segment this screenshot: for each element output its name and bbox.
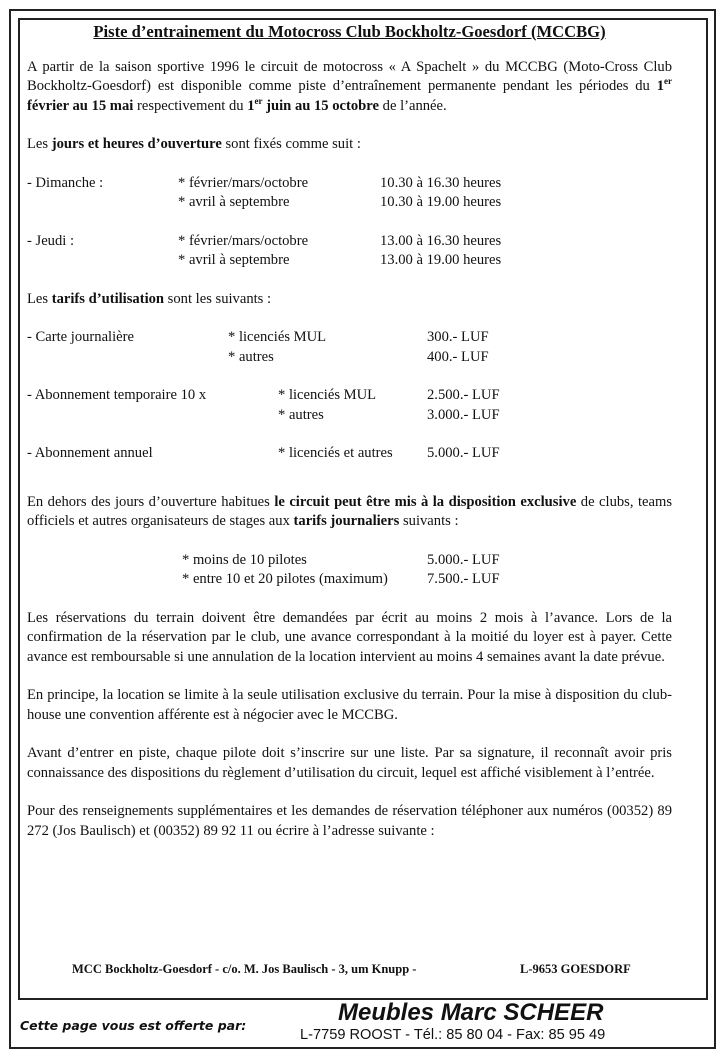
exclusive-paragraph: En dehors des jours d’ouverture habitues le circuit peut être mis à la disposition exclusive de clubs, teams officiels et autres organisateurs de stages aux tarifs journaliers suivants :: [27, 493, 673, 529]
sponsor-name: Meubles Marc SCHEER: [338, 999, 604, 1026]
sponsor-footer: [18, 999, 708, 1043]
tarif-row: * autres 3.000.- LUF: [278, 406, 500, 423]
hours-intro: Les jours et heures d’ouverture sont fixés comme suit :: [27, 136, 361, 152]
reservation-paragraph: Les réservations du terrain doivent être demandées par écrit au moins 2 mois à l’avance. Lors de la confirmation de la réservation par le club, une avance correspondant à la moitié du loyer est à payer. Cette avance est remboursable si une annulation de la location intervient au moins 4 semaines avant la date prévue.: [27, 609, 672, 665]
group-rate-row: * entre 10 et 20 pilotes (maximum) 7.500.- LUF: [182, 571, 500, 587]
sponsor-contact: L-7759 ROOST - Tél.: 85 80 04 - Fax: 85 95 49: [300, 1027, 606, 1043]
group-rates: [27, 551, 672, 590]
tarifs-intro: Les tarifs d’utilisation sont les suivants :: [27, 290, 272, 307]
location-paragraph: En principe, la location se limite à la seule utilisation exclusive du terrain. Pour la mise à disposition du club-house une convention afférente est à négocier avec le MCCBG.: [27, 687, 672, 723]
tarif-row: * autres 400.- LUF: [228, 348, 489, 365]
tarif-row: - Abonnement temporaire 10 x * licenciés MUL 2.500.- LUF: [27, 387, 500, 403]
hours-row: * avril à septembre 10.30 à 19.00 heures: [178, 194, 502, 210]
hours-row: - Dimanche : * février/mars/octobre 10.30 à 16.30 heures: [27, 174, 502, 191]
tarifs-table: [27, 328, 672, 464]
notice-content: [27, 22, 672, 841]
tarif-row: - Abonnement annuel * licenciés et autres 5.000.- LUF: [27, 445, 500, 461]
tarif-row: - Carte journalière * licenciés MUL 300.- LUF: [27, 329, 489, 345]
page-title: Piste d’entrainement du Motocross Club Bockholtz-Goesdorf (MCCBG): [93, 22, 606, 41]
hours-row: * avril à septembre 13.00 à 19.00 heures: [178, 252, 502, 268]
hours-row: - Jeudi : * février/mars/octobre 13.00 à 16.30 heures: [27, 232, 502, 249]
hours-table: [27, 174, 672, 271]
sponsor-note: Cette page vous est offerte par:: [20, 1018, 247, 1033]
group-rate-row: * moins de 10 pilotes 5.000.- LUF: [182, 551, 500, 568]
contact-paragraph: Pour des renseignements supplémentaires et les demandes de réservation téléphoner aux numéros (00352) 89 272 (Jos Baulisch) et (00352) 89 92 11 ou écrire à l’adresse suivante :: [27, 803, 672, 839]
intro-paragraph: A partir de la saison sportive 1996 le circuit de motocross « A Spachelt » du MCCBG (Moto-Cross Club Bockholtz-Goesdorf) est disponible comme piste d’entraînement permanente pendant les périodes du 1er février au 15 mai respectivement du 1er juin au 15 octobre de l’année.: [27, 58, 672, 114]
inscription-paragraph: Avant d’entrer en piste, chaque pilote doit s’inscrire sur une liste. Par sa signature, il reconnaît avoir pris connaissance des dispositions du règlement d’utilisation du circuit, lequel est affiché visiblement à l’entrée.: [27, 745, 672, 781]
